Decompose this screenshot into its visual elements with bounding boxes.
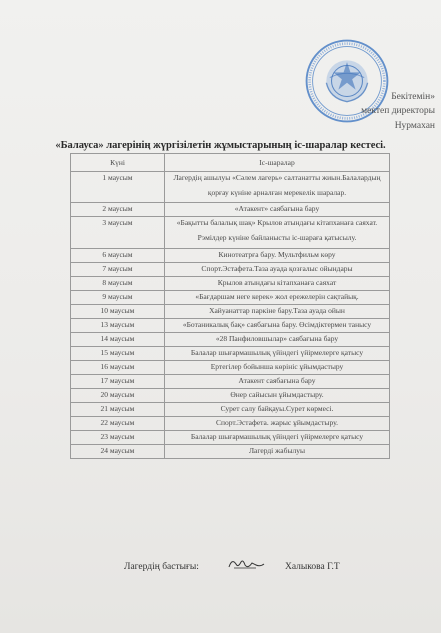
row-activity (165, 277, 390, 291)
table-row (71, 389, 390, 403)
table-row (71, 431, 390, 445)
activity-line: «28 Панфиловшылар» саябағына бару (215, 334, 339, 343)
table-row (71, 445, 390, 459)
row-day: 23 маусым (71, 431, 165, 445)
row-activity (165, 347, 390, 361)
row-day: 22 маусым (71, 417, 165, 431)
table-row (71, 277, 390, 291)
activity-line: Хайуанаттар паркіне бару.Таза ауада ойын (209, 306, 345, 315)
row-day: 8 маусым (71, 277, 165, 291)
activity-line: Лагерді жабылуы (248, 446, 306, 455)
row-day: 6 маусым (71, 249, 165, 263)
table-row (71, 249, 390, 263)
activity-line: Спорт.Эстафета. жарыс ұйымдастыру. (216, 418, 338, 427)
activity-line: Крылов атындағы кітапханаға саяхат (217, 278, 337, 287)
activity-line: Сурет салу байқауы.Сурет көрмесі. (220, 404, 334, 413)
column-header-activity: Іс-шаралар (165, 154, 390, 172)
row-day: 13 маусым (71, 319, 165, 333)
activity-line: Лагердің ашылуы «Сәлем лагерь» салтанатты жиын.Балалардың (173, 173, 381, 182)
row-activity (165, 417, 390, 431)
table-row (71, 203, 390, 217)
activity-line: Балалар шығармашылық үйіндегі үйірмелерге қатысу (190, 348, 364, 357)
activity-line: «Ботаникалық бақ» саябағына бару. Өсімдіктермен танысу (182, 320, 372, 329)
table-row (71, 417, 390, 431)
row-day: 21 маусым (71, 403, 165, 417)
table-row (71, 263, 390, 277)
row-activity (165, 375, 390, 389)
approval-line-position: мектеп директоры (361, 106, 435, 116)
row-activity (165, 203, 390, 217)
footer-name: Халыкова Г.Т (285, 562, 340, 572)
activity-line: «Бақытты балалық шақ» Крылов атындағы кітапханаға саяхат. (176, 218, 378, 227)
row-activity (165, 445, 390, 459)
signature-icon (226, 556, 266, 572)
row-activity (165, 319, 390, 333)
table-body (71, 172, 390, 459)
row-day: 17 маусым (71, 375, 165, 389)
table-row (71, 403, 390, 417)
activity-line: Балалар шығармашылық үйіндегі үйірмелерге қатысу (190, 432, 364, 441)
column-header-day: Күні (71, 154, 165, 172)
row-day: 14 маусым (71, 333, 165, 347)
table-row (71, 217, 390, 249)
footer-label: Лагердің бастығы: (124, 562, 199, 572)
row-activity (165, 431, 390, 445)
table-row (71, 172, 390, 203)
document-title: «Балауса» лагерінің жүргізілетін жұмыстарының іс-шаралар кестесі. (55, 140, 386, 151)
activity-line: Атакент саябағына бару (238, 376, 316, 385)
row-activity (165, 172, 390, 203)
activity-line: Ертегілер бойынша көрініс ұйымдастыру (210, 362, 344, 371)
row-day: 15 маусым (71, 347, 165, 361)
approval-line-name: Нурмахан (394, 121, 435, 131)
row-day: 20 маусым (71, 389, 165, 403)
activity-line: Спорт.Эстафета.Таза ауада қозғалыс ойындары (201, 264, 353, 273)
row-day: 3 маусым (71, 217, 165, 249)
table-row (71, 319, 390, 333)
row-day: 2 маусым (71, 203, 165, 217)
row-day: 24 маусым (71, 445, 165, 459)
table-row (71, 361, 390, 375)
table-row (71, 333, 390, 347)
row-activity (165, 291, 390, 305)
row-activity (165, 305, 390, 319)
row-day: 7 маусым (71, 263, 165, 277)
activity-line: Кинотеатрға бару. Мультфильм көру (218, 250, 336, 259)
activity-line: қорғау күніне арналған мерекелік шаралар. (207, 188, 347, 197)
row-activity (165, 389, 390, 403)
table-row (71, 291, 390, 305)
activity-line: Рэмілдер күніне байланысты іс-шараға қатысылу. (197, 233, 357, 242)
activity-line: «Атакент» саябағына бару (234, 204, 320, 213)
schedule-table (70, 153, 390, 459)
row-day: 1 маусым (71, 172, 165, 203)
row-day: 9 маусым (71, 291, 165, 305)
table-row (71, 305, 390, 319)
activity-line: «Бағдаршам неге керек» жол ережелерін сақтайық. (195, 292, 359, 301)
row-activity (165, 403, 390, 417)
row-activity (165, 217, 390, 249)
row-activity (165, 361, 390, 375)
activity-line: Өнер сайысын ұйымдастыру. (230, 390, 324, 399)
row-day: 16 маусым (71, 361, 165, 375)
table-row (71, 347, 390, 361)
table-header-row (71, 154, 390, 172)
row-activity (165, 333, 390, 347)
row-activity (165, 249, 390, 263)
row-activity (165, 263, 390, 277)
approval-line-approve: Бекітемін» (391, 92, 435, 102)
row-day: 10 маусым (71, 305, 165, 319)
table-row (71, 375, 390, 389)
